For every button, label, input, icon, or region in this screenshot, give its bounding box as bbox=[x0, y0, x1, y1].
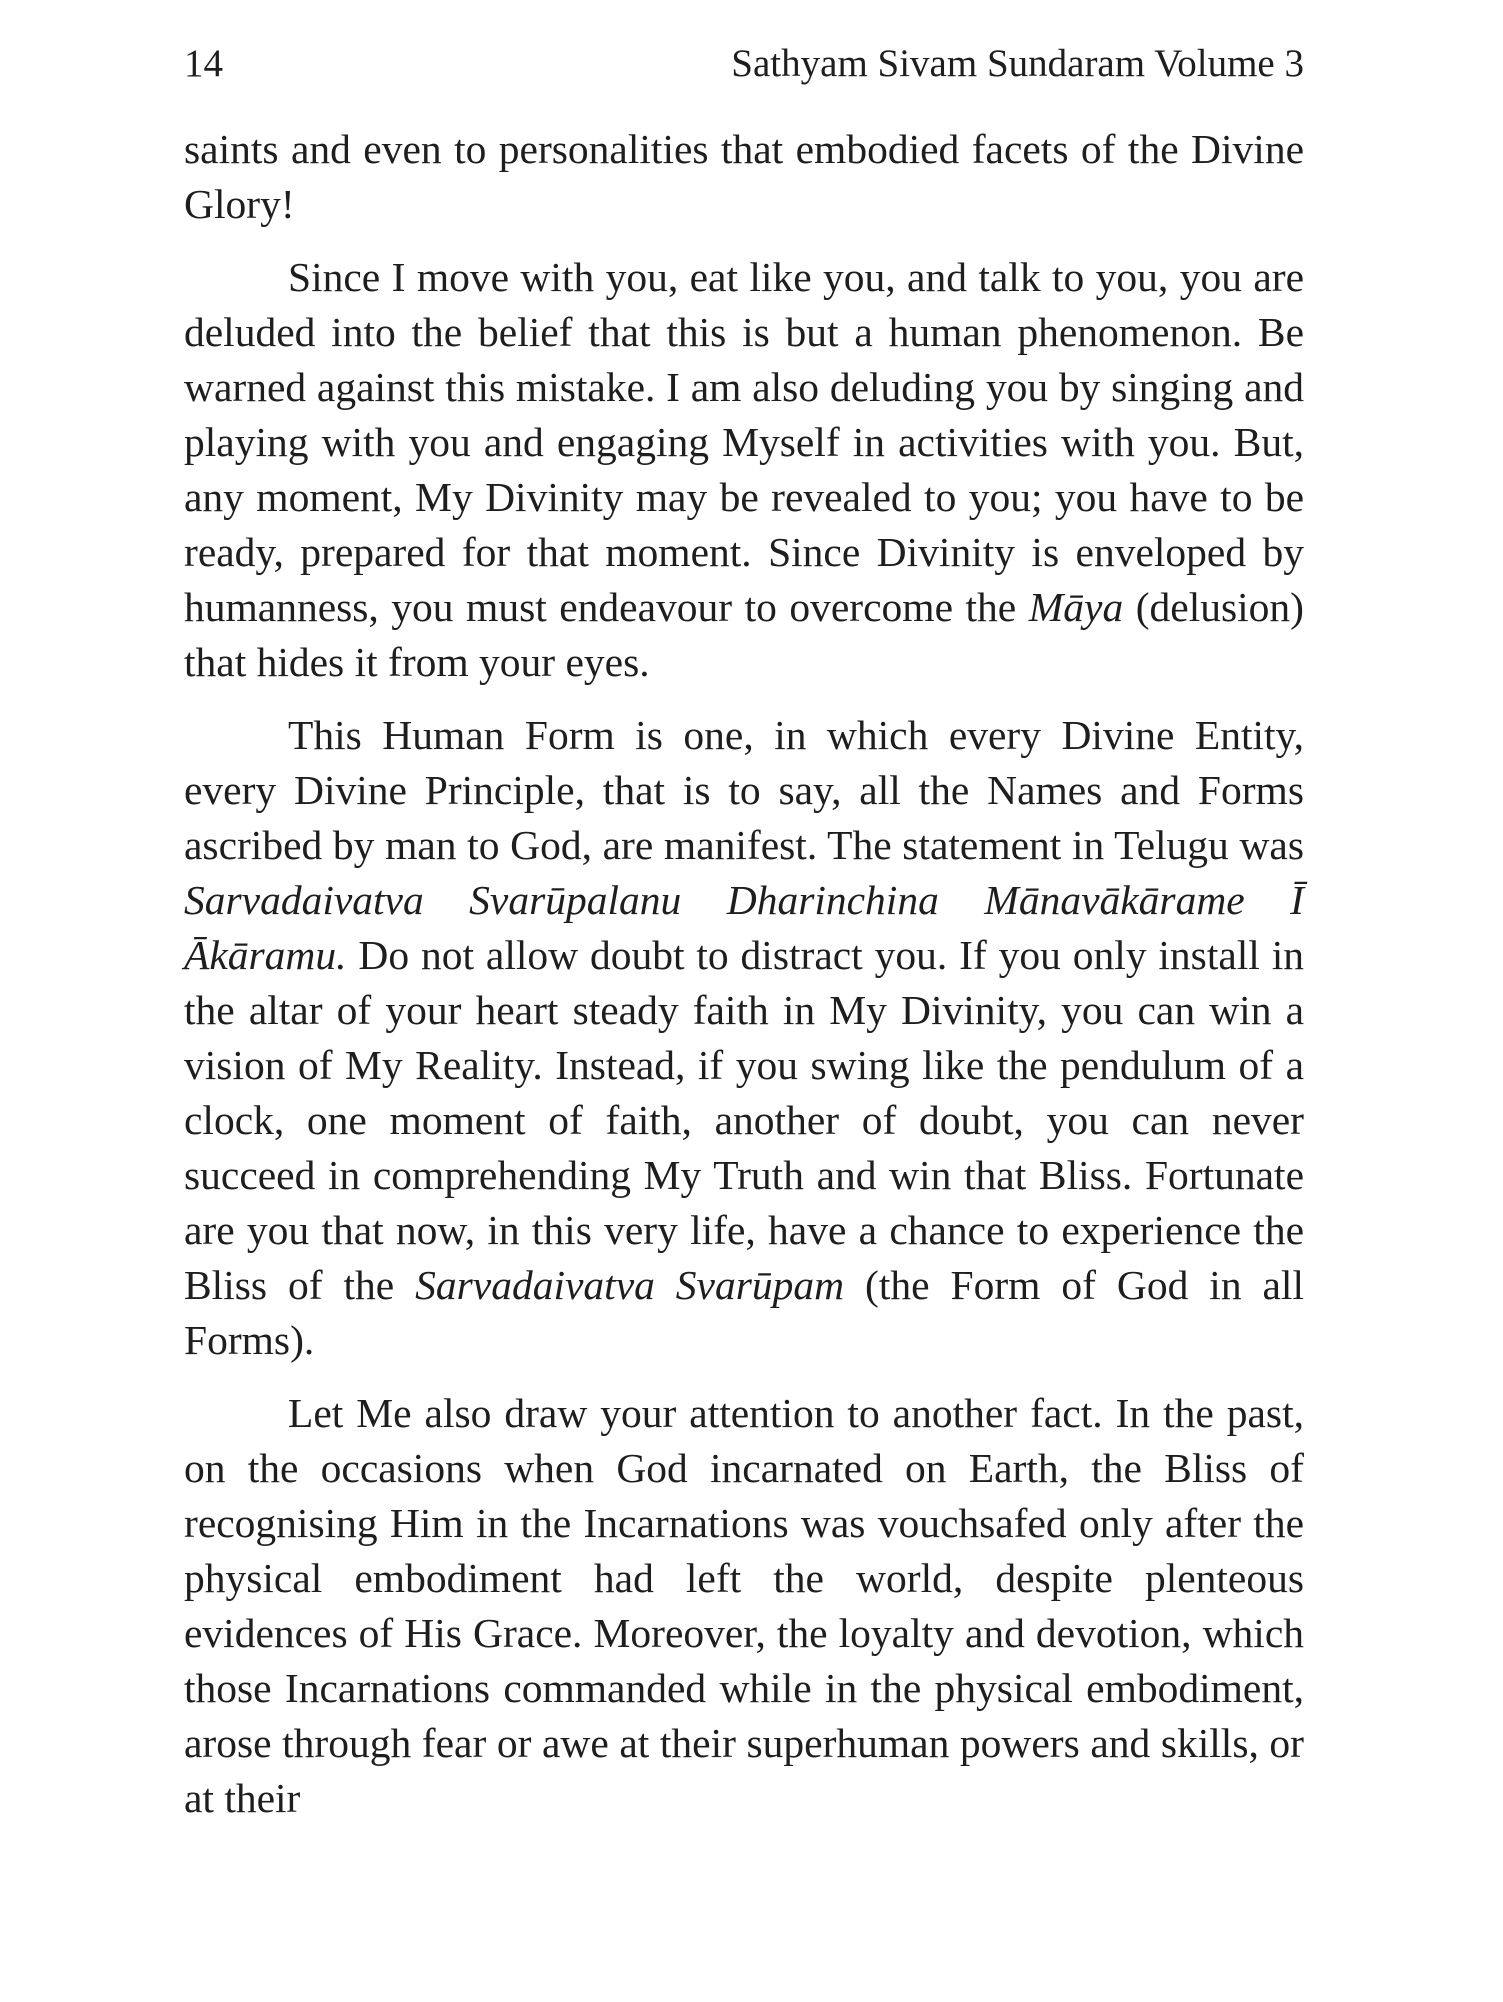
paragraph-text: Let Me also draw your attention to another fact. In the past, on the occasions when God incarnated on Earth, the Bliss of recognising Him in the Incarnations was vouchsafed only after the physical embodiment had left the world, despite plenteous evidences of His Grace. Moreover, the loyalty and devotion, which those Incarnations commanded while in the physical embodiment, arose through fear or awe at their superhuman powers and skills, or at their bbox=[184, 1390, 1304, 1821]
paragraph-divinity-revealed bbox=[184, 250, 1304, 690]
italic-term: Sarvadaivatva Svarūpam bbox=[415, 1262, 845, 1308]
paragraph-text: (the Form of God in all Forms). bbox=[184, 1262, 1304, 1363]
paragraph-text: Since I move with you, eat like you, and talk to you, you are deluded into the belief that this is but a human phenomenon. Be warned against this mistake. I am also deluding you by singing and playing with you and engaging Myself in activities with you. But, any moment, My Divinity may be revealed to you; you have to be ready, prepared for that moment. Since Divinity is enveloped by humanness, you must endeavour to overcome the bbox=[184, 254, 1304, 630]
body-text bbox=[184, 122, 1304, 1826]
paragraph-human-form bbox=[184, 708, 1304, 1368]
page-number: 14 bbox=[184, 42, 223, 85]
paragraph-continuation bbox=[184, 122, 1304, 232]
running-title: Sathyam Sivam Sundaram Volume 3 bbox=[731, 42, 1304, 85]
page-header bbox=[184, 34, 1304, 94]
paragraph-text: This Human Form is one, in which every Divine Entity, every Divine Principle, that is to say, all the Names and Forms ascribed by man to God, are manifest. The statement in Telugu was bbox=[184, 712, 1304, 868]
paragraph-text: Do not allow doubt to distract you. If you only install in the altar of your heart steady faith in My Divinity, you can win a vision of My Reality. Instead, if you swing like the pendulum of a clock, one moment of faith, another of doubt, you can never succeed in comprehending My Truth and win that Bliss. Fortunate are you that now, in this very life, have a chance to experience the Bliss of the bbox=[184, 932, 1304, 1308]
italic-term: Māya bbox=[1028, 584, 1124, 630]
italic-term: Sarvadaivatva Svarūpalanu Dharinchina Mānavākārame Ī Ākāramu. bbox=[184, 877, 1304, 978]
paragraph-text: saints and even to personalities that embodied facets of the Divine Glory! bbox=[184, 126, 1304, 227]
paragraph-text: (delusion) that hides it from your eyes. bbox=[184, 584, 1304, 685]
paragraph-another-fact bbox=[184, 1386, 1304, 1826]
